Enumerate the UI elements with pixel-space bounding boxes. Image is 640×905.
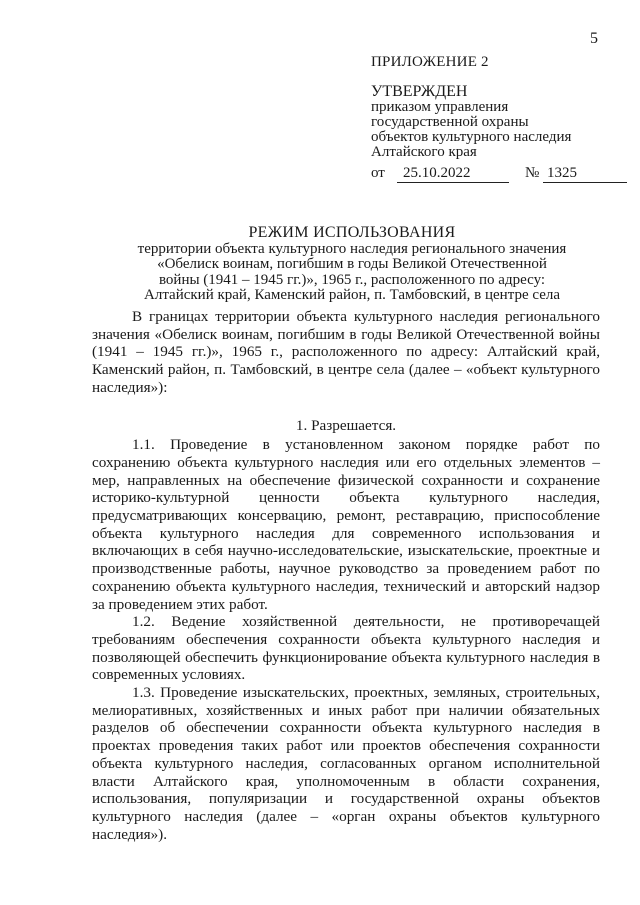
title-line: войны (1941 – 1945 гг.)», 1965 г., расположенного по адресу: bbox=[158, 271, 546, 288]
list-item: 1.1. Проведение в установленном законом порядке работ по сохранению объекта культурного наследия или его отдельных элементов – мер, направленных на обеспечение физической сохранности и сохранение историко-культурной ценности объекта культурного наследия, предусматривающих консервацию, ремонт, реставрацию, приспособление объекта культурного наследия для современного использования и включающих в себя научно-исследовательские, изыскательские, проектные и производственные работы, научное руководство за проведением работ по сохранению объекта культурного наследия, технический и авторский надзор за проведением этих работ. bbox=[92, 436, 600, 613]
date-label: от bbox=[371, 165, 385, 181]
document-title bbox=[92, 225, 612, 304]
order-number: 1325 bbox=[543, 166, 627, 183]
page-number: 5 bbox=[590, 30, 598, 47]
approval-line: Алтайского края bbox=[371, 144, 477, 160]
appendix-label: ПРИЛОЖЕНИЕ 2 bbox=[371, 54, 489, 70]
list-item: 1.2. Ведение хозяйственной деятельности, не противоречащей требованиям обеспечения сохранности объекта культурного наследия и позволяющей обеспечить функционирование объекта культурного наследия в современных условиях. bbox=[92, 613, 600, 684]
list-item: 1.3. Проведение изыскательских, проектных, земляных, строительных, мелиоративных, хозяйственных и иных работ при наличии обязательных разделов об обеспечении сохранности объекта культурного наследия в проектах проведения таких работ или проектов обеспечения сохранности объекта культурного наследия, согласованных органом исполнительной власти Алтайского края, уполномоченным в области сохранения, использования, популяризации и государственной охраны объектов культурного наследия (далее – «орган охраны объектов культурного наследия»). bbox=[92, 684, 600, 843]
document-body bbox=[92, 308, 600, 843]
approval-line: объектов культурного наследия bbox=[371, 129, 572, 145]
intro-paragraph: В границах территории объекта культурного наследия регионального значения «Обелиск воинам, погибшим в годы Великой Отечественной войны (1941 – 1945 гг.)», 1965 г., расположенного по адресу: Алтайский край, Каменский район, п. Тамбовский, в центре села (далее – «объект культурного наследия»): bbox=[92, 308, 600, 396]
number-label: № bbox=[525, 165, 540, 181]
title-line: Алтайский край, Каменский район, п. Тамбовский, в центре села bbox=[144, 287, 560, 303]
approval-block bbox=[371, 55, 611, 186]
title-heading: РЕЖИМ ИСПОЛЬЗОВАНИЯ bbox=[248, 224, 456, 241]
title-line: территории объекта культурного наследия регионального значения bbox=[137, 240, 567, 257]
approval-line: приказом управления bbox=[371, 99, 509, 115]
order-details bbox=[371, 164, 611, 186]
section-heading: 1. Разрешается. bbox=[295, 416, 397, 434]
approved-label: УТВЕРЖДЕН bbox=[371, 83, 468, 100]
order-date: 25.10.2022 bbox=[397, 166, 509, 183]
title-line: «Обелиск воинам, погибшим в годы Великой Отечественной bbox=[157, 256, 547, 272]
approval-line: государственной охраны bbox=[371, 114, 529, 130]
